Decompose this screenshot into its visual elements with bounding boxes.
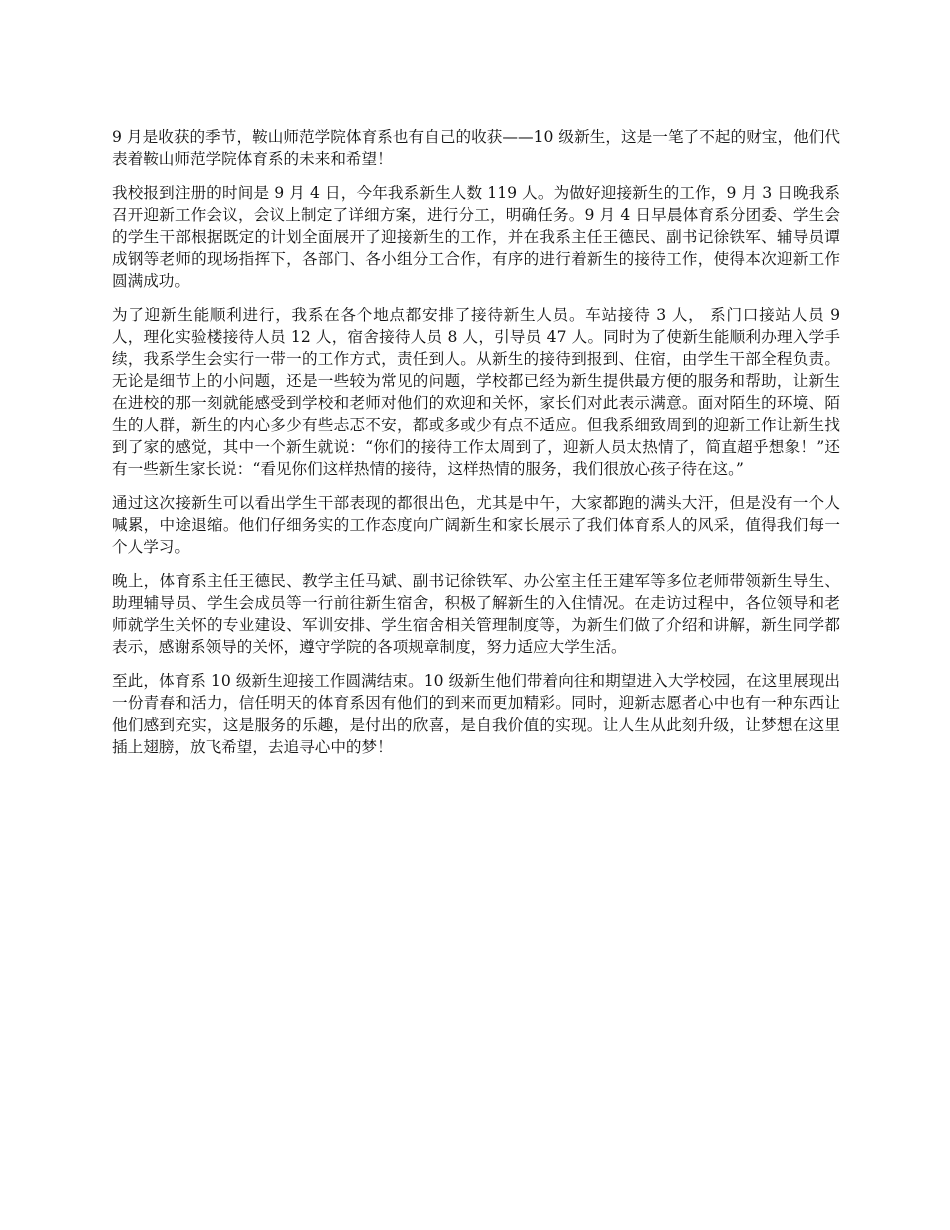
- paragraph-2: 我校报到注册的时间是 9 月 4 日，今年我系新生人数 119 人。为做好迎接新生的工作，9 月 3 日晚我系召开迎新工作会议，会议上制定了详细方案，进行分工，明确任务。9 月 4 日早晨体育系分团委、学生会的学生干部根据既定的计划全面展开了迎接新生的工作，并在我系主任王德民、副书记徐铁军、辅导员谭成钢等老师的现场指挥下，各部门、各小组分工合作，有序的进行着新生的接待工作，使得本次迎新工作圆满成功。: [112, 184, 840, 290]
- paragraph-6: 至此，体育系 10 级新生迎接工作圆满结束。10 级新生他们带着向往和期望进入大学校园，在这里展现出一份青春和活力，信任明天的体育系因有他们的到来而更加精彩。同时，迎新志愿者心中也有一种东西让他们感到充实，这是服务的乐趣，是付出的欣喜，是自我价值的实现。让人生从此刻升级，让梦想在这里插上翅膀，放飞希望，去追寻心中的梦！: [112, 672, 840, 756]
- document-page: [112, 126, 840, 770]
- paragraph-3: 为了迎新生能顺利进行，我系在各个地点都安排了接待新生人员。车站接待 3 人， 系门口接站人员 9 人，理化实验楼接待人员 12 人，宿舍接待人员 8 人，引导员 47 人。同时为了使新生能顺利办理入学手续，我系学生会实行一带一的工作方式，责任到人。从新生的接待到报到、住宿，由学生干部全程负责。无论是细节上的小问题，还是一些较为常见的问题，学校都已经为新生提供最方便的服务和帮助，让新生在进校的那一刻就能感受到学校和老师对他们的欢迎和关怀，家长们对此表示满意。面对陌生的环境、陌生的人群，新生的内心多少有些忐忑不安，都或多或少有点不适应。但我系细致周到的迎新工作让新生找到了家的感觉，其中一个新生就说：“你们的接待工作太周到了，迎新人员太热情了，简直超乎想象！”还有一些新生家长说：“看见你们这样热情的接待，这样热情的服务，我们很放心孩子待在这。”: [112, 306, 840, 478]
- paragraph-4: 通过这次接新生可以看出学生干部表现的都很出色，尤其是中午，大家都跑的满头大汗，但是没有一个人喊累，中途退缩。他们仔细务实的工作态度向广阔新生和家长展示了我们体育系人的风采，值得我们每一个人学习。: [112, 494, 840, 556]
- paragraph-1: 9 月是收获的季节，鞍山师范学院体育系也有自己的收获——10 级新生，这是一笔了不起的财宝，他们代表着鞍山师范学院体育系的未来和希望！: [112, 128, 840, 168]
- paragraph-5: 晚上，体育系主任王德民、教学主任马斌、副书记徐铁军、办公室主任王建军等多位老师带领新生导生、助理辅导员、学生会成员等一行前往新生宿舍，积极了解新生的入住情况。在走访过程中，各位领导和老师就学生关怀的专业建设、军训安排、学生宿舍相关管理制度等，为新生们做了介绍和讲解，新生同学都表示，感谢系领导的关怀，遵守学院的各项规章制度，努力适应大学生活。: [112, 572, 840, 656]
